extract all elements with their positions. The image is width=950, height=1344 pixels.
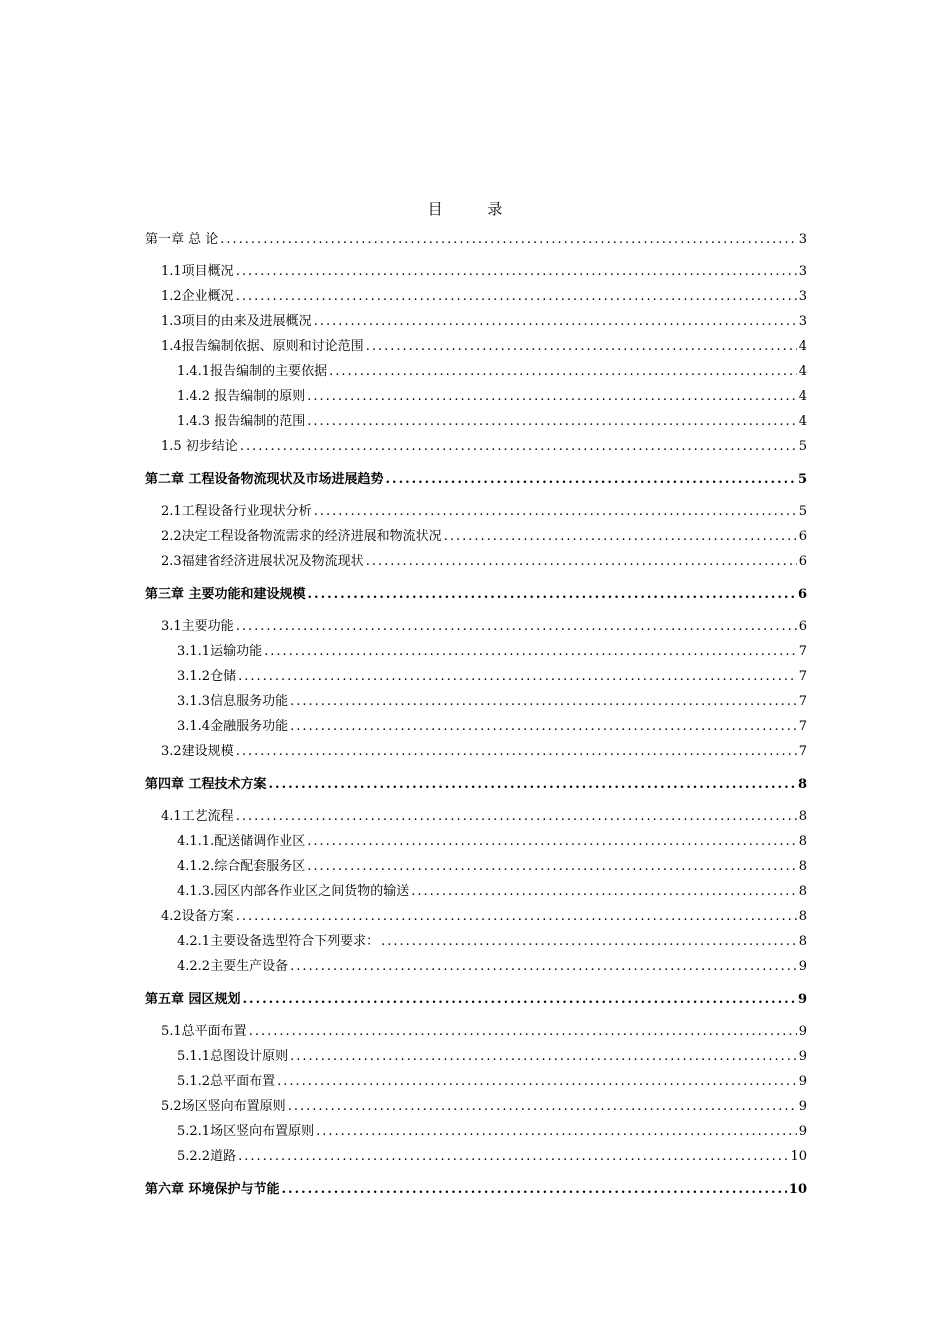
toc-section-entry[interactable] xyxy=(145,309,807,334)
toc-entry-page-number: 4 xyxy=(798,339,807,354)
toc-section-entry[interactable] xyxy=(145,929,807,954)
toc-entry-label: 1.2企业概况 xyxy=(161,289,234,304)
toc-section-entry[interactable] xyxy=(145,1094,807,1119)
table-of-contents xyxy=(145,227,807,1202)
toc-section-entry[interactable] xyxy=(145,614,807,639)
dot-leader xyxy=(307,854,797,879)
toc-entry-page-number: 8 xyxy=(798,909,807,924)
dot-leader xyxy=(314,499,797,524)
toc-entry-page-number: 6 xyxy=(798,619,807,634)
toc-section-entry[interactable] xyxy=(145,689,807,714)
toc-entry-page-number: 7 xyxy=(798,644,807,659)
dot-leader xyxy=(290,1044,797,1069)
toc-section-entry[interactable] xyxy=(145,904,807,929)
toc-entry-label: 2.1工程设备行业现状分析 xyxy=(161,504,312,519)
toc-section-entry[interactable] xyxy=(145,524,807,549)
toc-section-entry[interactable] xyxy=(145,639,807,664)
toc-entry-label: 4.1.3.园区内部各作业区之间货物的输送 xyxy=(177,884,410,899)
toc-section-entry[interactable] xyxy=(145,359,807,384)
toc-entry-label: 5.1总平面布置 xyxy=(161,1024,247,1039)
toc-entry-page-number: 6 xyxy=(798,529,807,544)
toc-entry-page-number: 9 xyxy=(797,992,807,1007)
toc-section-entry[interactable] xyxy=(145,434,807,459)
toc-entry-page-number: 9 xyxy=(798,1074,807,1089)
toc-section-entry[interactable] xyxy=(145,664,807,689)
toc-section-entry[interactable] xyxy=(145,1044,807,1069)
toc-section-entry[interactable] xyxy=(145,1119,807,1144)
toc-entry-page-number: 9 xyxy=(798,1024,807,1039)
dot-leader xyxy=(238,664,797,689)
toc-section-entry[interactable] xyxy=(145,1069,807,1094)
toc-entry-page-number: 10 xyxy=(788,1182,807,1197)
toc-entry-label: 5.2场区竖向布置原则 xyxy=(161,1099,286,1114)
toc-entry-page-number: 9 xyxy=(798,959,807,974)
toc-chapter-entry[interactable] xyxy=(145,582,807,607)
toc-entry-page-number: 8 xyxy=(798,934,807,949)
toc-entry-page-number: 4 xyxy=(798,389,807,404)
toc-entry-page-number: 4 xyxy=(798,414,807,429)
toc-entry-label: 3.1.1运输功能 xyxy=(177,644,263,659)
toc-chapter-entry[interactable] xyxy=(145,987,807,1012)
toc-entry-label: 2.2决定工程设备物流需求的经济进展和物流状况 xyxy=(161,529,442,544)
toc-section-entry[interactable] xyxy=(145,384,807,409)
toc-entry-label: 5.2.2道路 xyxy=(177,1149,237,1164)
toc-entry-page-number: 3 xyxy=(798,289,807,304)
toc-entry-page-number: 5 xyxy=(797,472,807,487)
toc-section-entry[interactable] xyxy=(145,284,807,309)
toc-section-entry[interactable] xyxy=(145,409,807,434)
toc-entry-label: 第二章 工程设备物流现状及市场进展趋势 xyxy=(145,472,384,487)
dot-leader xyxy=(290,954,797,979)
toc-entry-label: 3.1.4金融服务功能 xyxy=(177,719,289,734)
toc-entry-page-number: 8 xyxy=(797,777,807,792)
toc-entry-label: 第六章 环境保护与节能 xyxy=(145,1182,280,1197)
dot-leader xyxy=(236,614,797,639)
toc-entry-label: 第一章 总 论 xyxy=(145,232,219,247)
toc-section-entry[interactable] xyxy=(145,879,807,904)
toc-entry-page-number: 8 xyxy=(798,834,807,849)
dot-leader xyxy=(307,384,797,409)
toc-entry-label: 5.2.1场区竖向布置原则 xyxy=(177,1124,315,1139)
toc-entry-label: 4.1工艺流程 xyxy=(161,809,234,824)
dot-leader xyxy=(220,227,796,252)
toc-entry-page-number: 7 xyxy=(798,694,807,709)
toc-entry-page-number: 8 xyxy=(798,809,807,824)
toc-entry-page-number: 3 xyxy=(798,314,807,329)
toc-entry-label: 4.1.1.配送储调作业区 xyxy=(177,834,306,849)
toc-entry-page-number: 10 xyxy=(790,1149,807,1164)
toc-entry-label: 4.2.1主要设备选型符合下列要求： xyxy=(177,934,380,949)
toc-entry-page-number: 8 xyxy=(798,884,807,899)
dot-leader xyxy=(314,309,797,334)
toc-entry-label: 3.1主要功能 xyxy=(161,619,234,634)
toc-entry-page-number: 8 xyxy=(798,859,807,874)
dot-leader xyxy=(288,1094,797,1119)
dot-leader xyxy=(411,879,797,904)
dot-leader xyxy=(386,467,796,492)
toc-entry-page-number: 7 xyxy=(798,669,807,684)
dot-leader xyxy=(240,434,797,459)
dot-leader xyxy=(243,987,796,1012)
toc-entry-label: 第五章 园区规划 xyxy=(145,992,241,1007)
toc-entry-label: 4.2.2主要生产设备 xyxy=(177,959,289,974)
dot-leader xyxy=(290,714,797,739)
toc-entry-page-number: 6 xyxy=(797,587,807,602)
toc-section-entry[interactable] xyxy=(145,739,807,764)
toc-entry-label: 1.1项目概况 xyxy=(161,264,234,279)
toc-entry-label: 3.1.2仓储 xyxy=(177,669,237,684)
toc-entry-label: 1.5 初步结论 xyxy=(161,439,238,454)
dot-leader xyxy=(236,739,797,764)
dot-leader xyxy=(236,284,797,309)
dot-leader xyxy=(249,1019,797,1044)
toc-section-entry[interactable] xyxy=(145,829,807,854)
toc-entry-label: 4.2设备方案 xyxy=(161,909,234,924)
toc-chapter-entry[interactable] xyxy=(145,227,807,252)
dot-leader xyxy=(316,1119,797,1144)
dot-leader xyxy=(264,639,797,664)
toc-entry-page-number: 5 xyxy=(798,439,807,454)
toc-section-entry[interactable] xyxy=(145,259,807,284)
dot-leader xyxy=(238,1144,788,1169)
dot-leader xyxy=(329,359,797,384)
toc-chapter-entry[interactable] xyxy=(145,1177,807,1202)
toc-entry-label: 4.1.2.综合配套服务区 xyxy=(177,859,306,874)
toc-section-entry[interactable] xyxy=(145,804,807,829)
toc-entry-label: 第四章 工程技术方案 xyxy=(145,777,267,792)
dot-leader xyxy=(277,1069,797,1094)
toc-entry-page-number: 3 xyxy=(798,232,807,247)
dot-leader xyxy=(236,804,797,829)
toc-entry-label: 5.1.2总平面布置 xyxy=(177,1074,276,1089)
toc-entry-page-number: 6 xyxy=(798,554,807,569)
toc-section-entry[interactable] xyxy=(145,499,807,524)
dot-leader xyxy=(269,772,796,797)
toc-entry-label: 1.4.2 报告编制的原则 xyxy=(177,389,306,404)
dot-leader xyxy=(236,904,797,929)
toc-entry-page-number: 9 xyxy=(798,1099,807,1114)
dot-leader xyxy=(290,689,797,714)
toc-chapter-entry[interactable] xyxy=(145,772,807,797)
toc-section-entry[interactable] xyxy=(145,714,807,739)
toc-section-entry[interactable] xyxy=(145,954,807,979)
dot-leader xyxy=(308,582,796,607)
toc-section-entry[interactable] xyxy=(145,334,807,359)
dot-leader xyxy=(366,334,797,359)
toc-section-entry[interactable] xyxy=(145,549,807,574)
toc-entry-label: 1.4.1报告编制的主要依据 xyxy=(177,364,328,379)
toc-entry-page-number: 5 xyxy=(798,504,807,519)
dot-leader xyxy=(381,929,797,954)
toc-entry-page-number: 4 xyxy=(798,364,807,379)
toc-section-entry[interactable] xyxy=(145,854,807,879)
dot-leader xyxy=(444,524,797,549)
toc-entry-label: 3.1.3信息服务功能 xyxy=(177,694,289,709)
toc-title: 目 录 xyxy=(427,200,523,218)
toc-entry-label: 5.1.1总图设计原则 xyxy=(177,1049,289,1064)
toc-entry-label: 2.3福建省经济进展状况及物流现状 xyxy=(161,554,364,569)
toc-entry-page-number: 9 xyxy=(798,1124,807,1139)
dot-leader xyxy=(236,259,797,284)
dot-leader xyxy=(307,829,797,854)
dot-leader xyxy=(282,1177,787,1202)
toc-section-entry[interactable] xyxy=(145,1019,807,1044)
toc-entry-page-number: 3 xyxy=(798,264,807,279)
toc-entry-label: 1.4.3 报告编制的范围 xyxy=(177,414,306,429)
dot-leader xyxy=(307,409,797,434)
toc-entry-label: 第三章 主要功能和建设规模 xyxy=(145,587,306,602)
toc-entry-label: 1.4报告编制依据、原则和讨论范围 xyxy=(161,339,364,354)
toc-section-entry[interactable] xyxy=(145,1144,807,1169)
toc-entry-label: 3.2建设规模 xyxy=(161,744,234,759)
dot-leader xyxy=(366,549,797,574)
toc-entry-page-number: 7 xyxy=(798,744,807,759)
toc-entry-page-number: 9 xyxy=(798,1049,807,1064)
toc-chapter-entry[interactable] xyxy=(145,467,807,492)
toc-entry-page-number: 7 xyxy=(798,719,807,734)
toc-entry-label: 1.3项目的由来及进展概况 xyxy=(161,314,312,329)
